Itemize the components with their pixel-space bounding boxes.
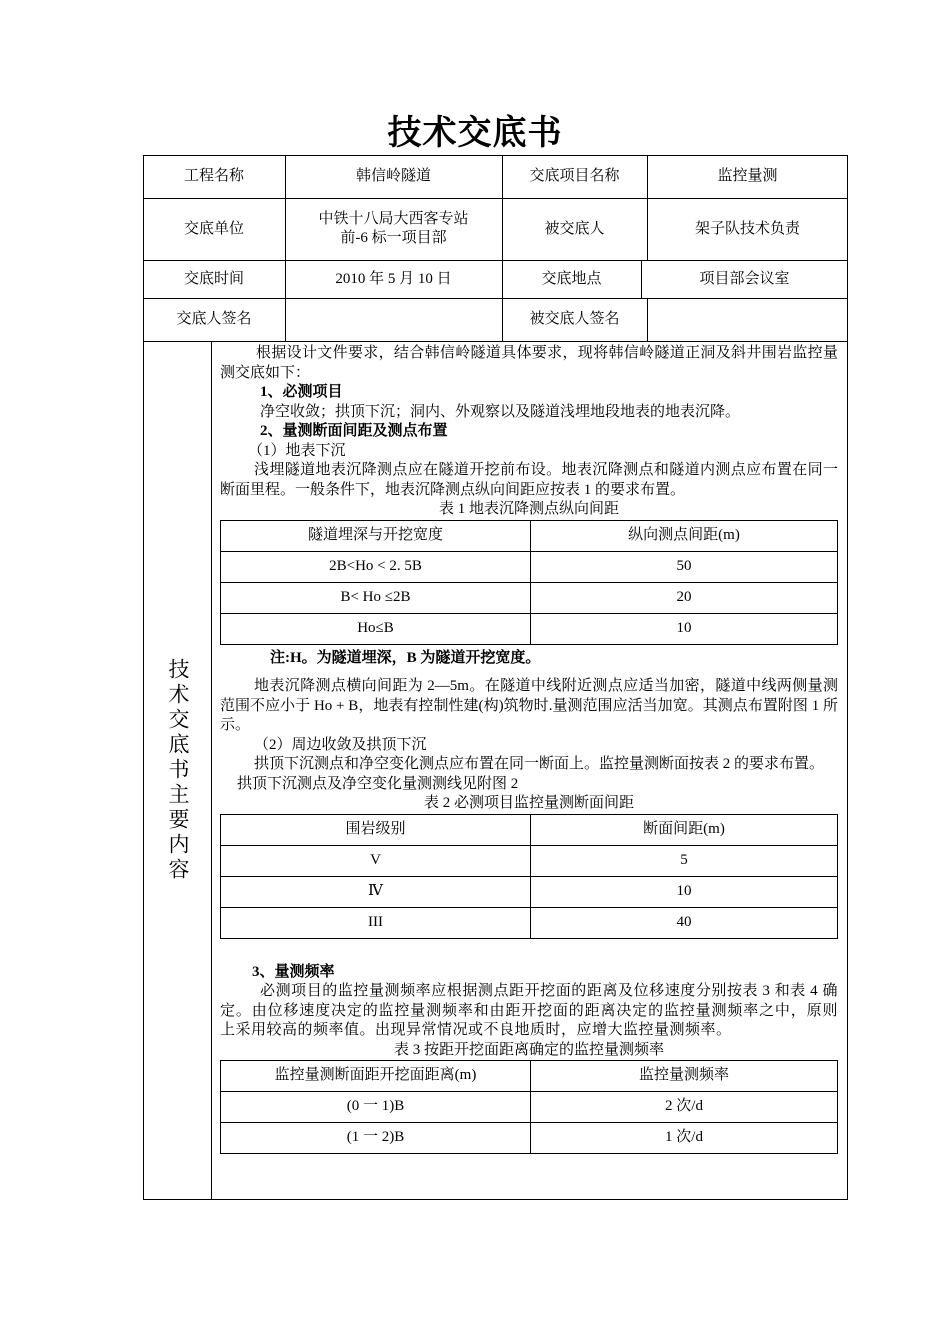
table-row — [221, 1123, 838, 1154]
table-header-cell: 监控量测断面距开挖面距离(m) — [221, 1061, 531, 1092]
section2-paragraph3: 拱顶下沉测点和净空变化测点应布置在同一断面上。监控量测断面按表 2 的要求布置。 — [254, 756, 825, 772]
section2-title: 2、量测断面间距及测点布置 — [260, 423, 448, 439]
item-name-label: 交底项目名称 — [529, 168, 620, 184]
grid-line — [211, 341, 212, 1200]
table2 — [220, 814, 838, 939]
section3-title: 3、量测频率 — [252, 963, 335, 980]
item-name: 监控量测 — [717, 168, 778, 184]
table-cell: V — [221, 845, 531, 876]
table-cell: 20 — [531, 582, 838, 613]
project-name-label: 工程名称 — [183, 168, 244, 184]
project-name: 韩信岭隧道 — [355, 168, 431, 184]
place: 项目部会议室 — [699, 270, 790, 287]
table-row — [221, 551, 838, 582]
unit-line2: 前-6 标一项目部 — [340, 230, 447, 246]
table-row — [221, 582, 838, 613]
time-label: 交底时间 — [183, 270, 244, 287]
table-row — [221, 907, 838, 938]
grid-line — [143, 341, 848, 342]
signer-label: 交底人签名 — [176, 311, 252, 327]
section2-paragraph2: 地表沉降测点横向间距为 2—5m。在隧道中线附近测点应适当加密，隧道中线两侧量测范围不应小于 Ho + B，地表有控制性建(构)筑物时.量测范围应活当加宽。其测点布置附图 1 所示。 — [220, 678, 838, 733]
table-header-cell: 断面间距(m) — [531, 814, 838, 845]
place-label: 交底地点 — [541, 270, 602, 287]
table-row — [221, 1092, 838, 1123]
page-title: 技术交底书 — [387, 115, 563, 152]
unit-label: 交底单位 — [183, 220, 244, 237]
receiver: 架子队技术负责 — [694, 220, 800, 237]
table1-caption: 表 1 地表沉降测点纵向间距 — [438, 501, 619, 517]
table-row — [221, 845, 838, 876]
table-header-cell: 监控量测频率 — [531, 1061, 838, 1092]
unit-line1: 中铁十八局大西客专站 — [318, 211, 469, 227]
table1 — [220, 520, 838, 645]
section2-paragraph1: 浅埋隧道地表沉降测点应在隧道开挖前布设。地表沉降测点和隧道内测点应布置在同一断面里程。一般条件下，地表沉降测点纵向间距应按表 1 的要求布置。 — [220, 462, 838, 498]
table-row — [221, 876, 838, 907]
table3 — [220, 1060, 838, 1154]
section2-sub2: （2）周边收敛及拱顶下沉 — [254, 736, 427, 753]
section2-paragraph4: 拱顶下沉测点及净空变化量测测线见附图 2 — [237, 775, 519, 792]
table-cell: (1 一 2)B — [221, 1123, 531, 1154]
table-cell: B< Ho ≤2B — [221, 582, 531, 613]
receiver-signer-label: 被交底人签名 — [529, 311, 620, 327]
table-header-row — [221, 1061, 838, 1092]
table1-note: 注:H。为隧道埋深，B 为隧道开挖宽度。 — [270, 649, 541, 666]
table-cell: 2 次/d — [531, 1092, 838, 1123]
table-header-row — [221, 520, 838, 551]
section3-paragraph1: 必测项目的监控量测频率应根据测点距开挖面的距离及位移速度分别按表 3 和表 4 确定。由位移速度决定的监控量测频率和由距开挖面的距离决定的监控量测频率之中，原则上采用较高的频率值。出现异常情况或不良地质时，应增大监控量测频率。 — [220, 983, 838, 1038]
table-row — [221, 613, 838, 644]
table-cell: Ho≤B — [221, 613, 531, 644]
table-header-cell: 纵向测点间距(m) — [531, 520, 838, 551]
table2-caption: 表 2 必测项目监控量测断面间距 — [423, 795, 634, 811]
table-cell: (0 一 1)B — [221, 1092, 531, 1123]
table-header-cell: 围岩级别 — [221, 814, 531, 845]
table-cell: 50 — [531, 551, 838, 582]
table-cell: 40 — [531, 907, 838, 938]
time: 2010 年 5 月 10 日 — [335, 270, 452, 287]
section2-sub1: （1）地表下沉 — [248, 442, 346, 459]
table-header-cell: 隧道埋深与开挖宽度 — [221, 520, 531, 551]
table-cell: 10 — [531, 876, 838, 907]
side-label: 技术交底书主要内容 — [166, 657, 190, 883]
unit — [285, 198, 502, 260]
table3-caption: 表 3 按距开挖面距离确定的监控量测频率 — [393, 1041, 664, 1058]
receiver-signer-field — [647, 298, 848, 341]
content-body — [220, 344, 838, 1154]
receiver-label: 被交底人 — [544, 220, 605, 237]
table-header-row — [221, 814, 838, 845]
signer-field — [285, 298, 502, 341]
table-cell: III — [221, 907, 531, 938]
table-cell: 1 次/d — [531, 1123, 838, 1154]
table-cell: 5 — [531, 845, 838, 876]
intro-paragraph: 根据设计文件要求，结合韩信岭隧道具体要求，现将韩信岭隧道正洞及斜井围岩监控量测交底如下： — [220, 345, 838, 381]
table-cell: 2B<Ho < 2. 5B — [221, 551, 531, 582]
section1-title: 1、必测项目 — [260, 384, 343, 400]
table-cell: 10 — [531, 613, 838, 644]
side-label-cell — [145, 342, 211, 1198]
table-cell: Ⅳ — [221, 876, 531, 907]
section1-text: 净空收敛；拱顶下沉；洞内、外观察以及隧道浅埋地段地表的地表沉降。 — [260, 403, 741, 420]
